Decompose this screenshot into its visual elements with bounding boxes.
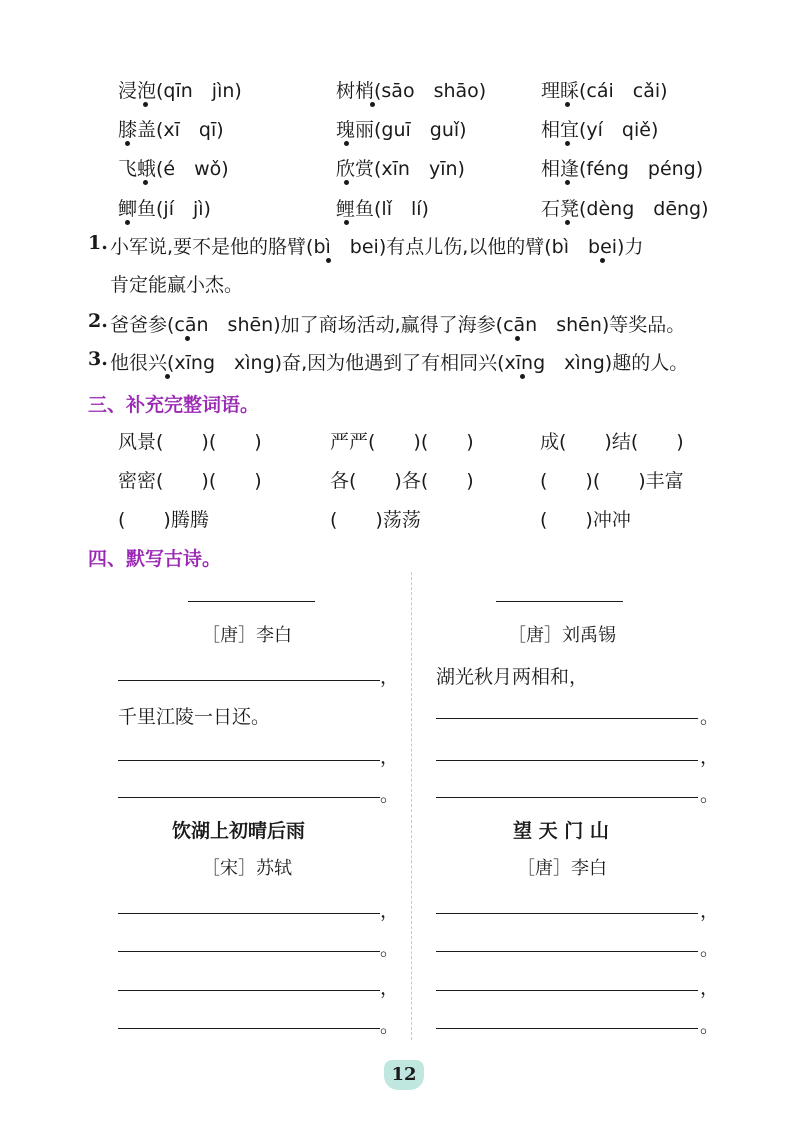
poem-answer-blank[interactable] bbox=[118, 797, 380, 798]
poem-author: ［唐］李白 bbox=[202, 625, 292, 646]
word-item: ( )( )丰富 bbox=[540, 470, 684, 492]
poem-punct: ， bbox=[380, 900, 400, 922]
column-divider bbox=[411, 572, 412, 812]
emphasis-dot bbox=[515, 336, 520, 341]
pinyin-item: 鲤鱼(lǐ lí) bbox=[336, 198, 429, 220]
poem-punct: 。 bbox=[380, 784, 400, 806]
emphasis-dot bbox=[344, 180, 349, 185]
poem-punct: 。 bbox=[700, 706, 720, 728]
poem-punct: 。 bbox=[700, 1015, 720, 1037]
emphasis-dot bbox=[326, 258, 331, 263]
pinyin-item: 浸泡(qīn jìn) bbox=[118, 80, 242, 102]
word-item: 密密( )( ) bbox=[118, 470, 262, 492]
word-item: 成( )结( ) bbox=[540, 431, 684, 453]
poem-answer-blank[interactable] bbox=[436, 797, 698, 798]
poem-answer-blank[interactable] bbox=[118, 760, 380, 761]
poem-answer-blank[interactable] bbox=[118, 951, 380, 952]
word-item: 风景( )( ) bbox=[118, 431, 262, 453]
poem-title: 饮湖上初晴后雨 bbox=[172, 820, 306, 842]
poem-punct: ， bbox=[700, 977, 720, 999]
poem-answer-blank[interactable] bbox=[436, 760, 698, 761]
poem-answer-blank[interactable] bbox=[118, 680, 380, 681]
pinyin-item: 相逢(féng péng) bbox=[541, 158, 704, 180]
poem-punct: ， bbox=[700, 900, 720, 922]
emphasis-dot bbox=[565, 102, 570, 107]
poem-answer-blank[interactable] bbox=[436, 718, 698, 719]
poem-punct: ， bbox=[700, 746, 720, 768]
column-divider bbox=[411, 815, 412, 1040]
emphasis-dot bbox=[565, 180, 570, 185]
page-number: 12 bbox=[384, 1060, 424, 1090]
pinyin-item: 石凳(dèng dēng) bbox=[541, 198, 709, 220]
emphasis-dot bbox=[565, 220, 570, 225]
emphasis-dot bbox=[370, 102, 375, 107]
emphasis-dot bbox=[344, 141, 349, 146]
word-item: 严严( )( ) bbox=[330, 431, 474, 453]
sentence-number: 3. bbox=[88, 348, 108, 370]
sentence-number: 1. bbox=[88, 232, 108, 254]
emphasis-dot bbox=[185, 336, 190, 341]
pinyin-item: 欣赏(xīn yīn) bbox=[336, 158, 465, 180]
emphasis-dot bbox=[125, 141, 130, 146]
emphasis-dot bbox=[520, 374, 525, 379]
poem-line: 湖光秋月两相和， bbox=[436, 666, 589, 688]
poem-author: ［唐］李白 bbox=[517, 858, 607, 879]
word-item: ( )荡荡 bbox=[330, 509, 421, 531]
emphasis-dot bbox=[125, 220, 130, 225]
pinyin-item: 理睬(cái cǎi) bbox=[541, 80, 668, 102]
sentence-text: 爸爸参(cān shēn)加了商场活动,赢得了海参(cān shēn)等奖品。 bbox=[110, 314, 686, 336]
poem-title-blank[interactable] bbox=[188, 601, 315, 602]
sentence-number: 2. bbox=[88, 310, 108, 332]
poem-punct: ， bbox=[380, 746, 400, 768]
sentence-text: 肯定能赢小杰。 bbox=[110, 274, 244, 296]
word-item: 各( )各( ) bbox=[330, 470, 474, 492]
poem-title-blank[interactable] bbox=[496, 601, 623, 602]
poem-punct: ， bbox=[380, 666, 400, 688]
pinyin-item: 瑰丽(guī guǐ) bbox=[336, 119, 467, 141]
poem-answer-blank[interactable] bbox=[436, 913, 698, 914]
emphasis-dot bbox=[565, 141, 570, 146]
poem-punct: 。 bbox=[380, 1015, 400, 1037]
poem-answer-blank[interactable] bbox=[118, 913, 380, 914]
poem-author: ［唐］刘禹锡 bbox=[508, 625, 616, 646]
poem-author: ［宋］苏轼 bbox=[202, 858, 292, 879]
emphasis-dot bbox=[143, 180, 148, 185]
poem-answer-blank[interactable] bbox=[436, 990, 698, 991]
poem-punct: 。 bbox=[380, 938, 400, 960]
emphasis-dot bbox=[143, 102, 148, 107]
poem-answer-blank[interactable] bbox=[118, 1028, 380, 1029]
poem-punct: ， bbox=[380, 977, 400, 999]
sentence-text: 他很兴(xīng xìng)奋,因为他遇到了有相同兴(xīng xìng)趣的人。 bbox=[110, 352, 689, 374]
pinyin-item: 树梢(sāo shāo) bbox=[336, 80, 487, 102]
poem-punct: 。 bbox=[700, 938, 720, 960]
emphasis-dot bbox=[344, 220, 349, 225]
section-heading: 四、默写古诗。 bbox=[88, 548, 222, 570]
sentence-text: 小军说,要不是他的胳臂(bì bei)有点儿伤,以他的臂(bì bei)力 bbox=[110, 236, 644, 258]
pinyin-item: 飞蛾(é wǒ) bbox=[118, 158, 229, 180]
pinyin-item: 膝盖(xī qī) bbox=[118, 119, 224, 141]
word-item: ( )冲冲 bbox=[540, 509, 631, 531]
pinyin-item: 鲫鱼(jí jì) bbox=[118, 198, 211, 220]
poem-answer-blank[interactable] bbox=[118, 990, 380, 991]
poem-punct: 。 bbox=[700, 784, 720, 806]
poem-answer-blank[interactable] bbox=[436, 1028, 698, 1029]
poem-line: 千里江陵一日还。 bbox=[118, 706, 271, 728]
word-item: ( )腾腾 bbox=[118, 509, 209, 531]
pinyin-item: 相宜(yí qiě) bbox=[541, 119, 659, 141]
section-heading: 三、补充完整词语。 bbox=[88, 394, 260, 416]
emphasis-dot bbox=[600, 258, 605, 263]
poem-answer-blank[interactable] bbox=[436, 951, 698, 952]
poem-title: 望 天 门 山 bbox=[513, 820, 609, 842]
emphasis-dot bbox=[165, 374, 170, 379]
